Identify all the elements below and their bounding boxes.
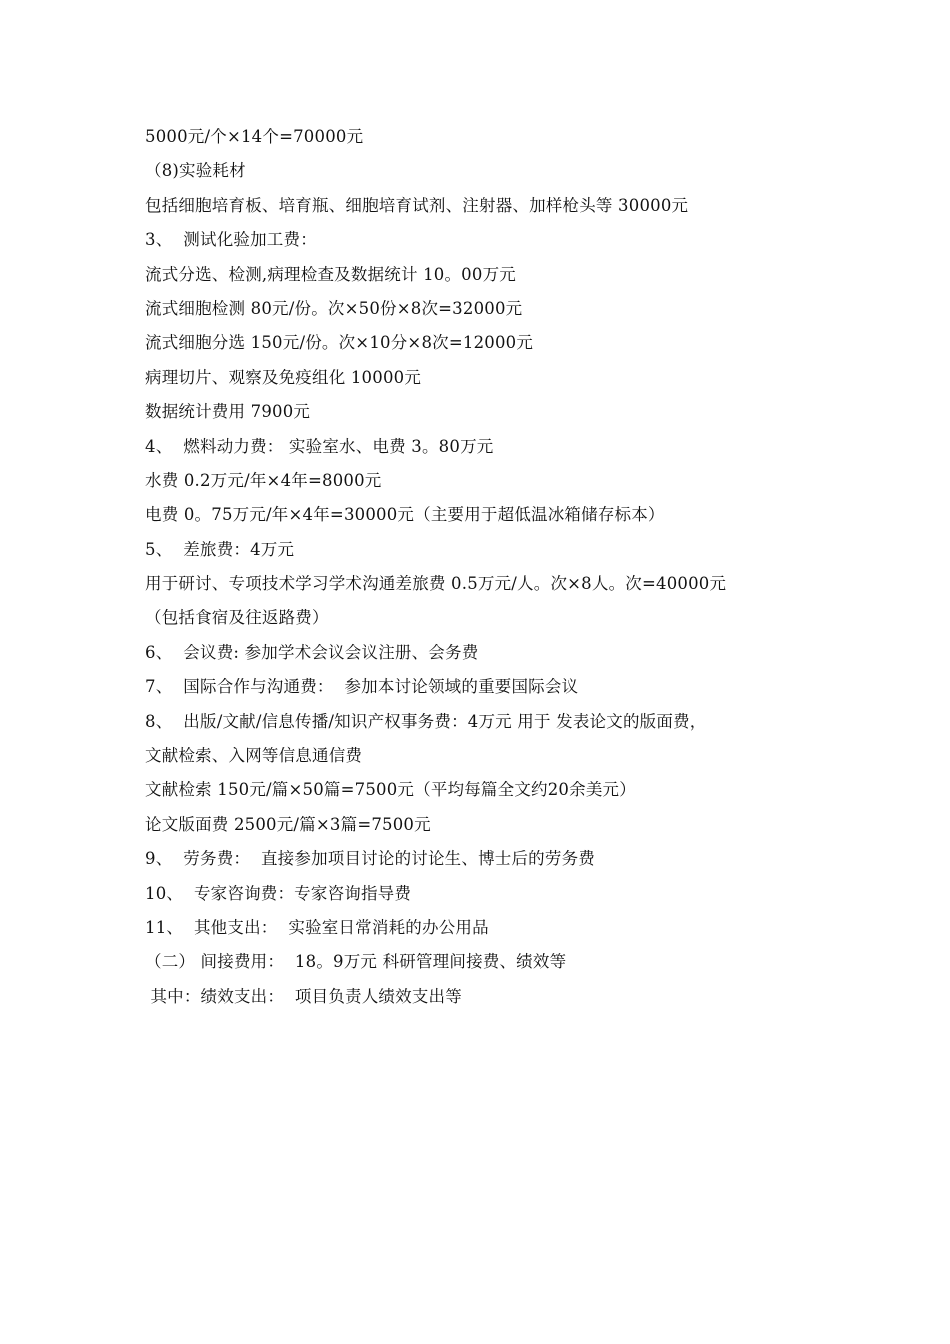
text-line: 水费 0.2万元/年×4年=8000元 — [145, 470, 382, 490]
section-heading: 3、 测试化验加工费： — [145, 230, 317, 250]
section-heading: 6、 会议费: 参加学术会议会议注册、会务费 — [145, 642, 479, 662]
text-line: 文献检索 150元/篇×50篇=7500元（平均每篇全文约20余美元） — [145, 780, 636, 800]
section-heading: 7、 国际合作与沟通费： 参加本讨论领域的重要国际会议 — [145, 677, 579, 697]
text-line: 病理切片、观察及免疫组化 10000元 — [145, 367, 422, 387]
text-line: 包括细胞培育板、培育瓶、细胞培育试剂、注射器、加样枪头等 30000元 — [145, 195, 689, 215]
text-line: （8)实验耗材 — [145, 161, 246, 181]
text-line: 数据统计费用 7900元 — [145, 402, 311, 422]
text-line: 文献检索、入网等信息通信费 — [145, 746, 363, 766]
text-line: 用于研讨、专项技术学习学术沟通差旅费 0.5万元/人。次×8人。次=40000元 — [145, 574, 727, 594]
text-line: 流式细胞检测 80元/份。次×50份×8次=32000元 — [145, 298, 523, 318]
text-line: 5000元/个×14个=70000元 — [145, 127, 364, 146]
text-line: 流式细胞分选 150元/份。次×10分×8次=12000元 — [145, 333, 534, 353]
section-heading: 8、 出版/文献/信息传播/知识产权事务费：4万元 用于 发表论文的版面费， — [145, 711, 707, 731]
text-line: （包括食宿及往返路费） — [145, 608, 329, 628]
section-heading: 5、 差旅费：4万元 — [145, 539, 295, 559]
section-heading: 9、 劳务费： 直接参加项目讨论的讨论生、博士后的劳务费 — [145, 849, 595, 869]
section-heading: 10、 专家咨询费：专家咨询指导费 — [145, 883, 412, 903]
section-heading: （二） 间接费用： 18。9万元 科研管理间接费、绩效等 — [145, 952, 567, 972]
text-line: 论文版面费 2500元/篇×3篇=7500元 — [145, 814, 431, 834]
text-line: 流式分选、检测,病理检查及数据统计 10。00万元 — [145, 264, 516, 284]
section-heading: 4、 燃料动力费： 实验室水、电费 3。80万元 — [145, 436, 494, 456]
section-heading: 11、 其他支出： 实验室日常消耗的办公用品 — [145, 917, 489, 937]
document-body — [145, 126, 845, 1020]
text-line: 其中：绩效支出： 项目负责人绩效支出等 — [145, 986, 462, 1006]
text-line: 电费 0。75万元/年×4年=30000元（主要用于超低温冰箱储存标本） — [145, 505, 665, 525]
